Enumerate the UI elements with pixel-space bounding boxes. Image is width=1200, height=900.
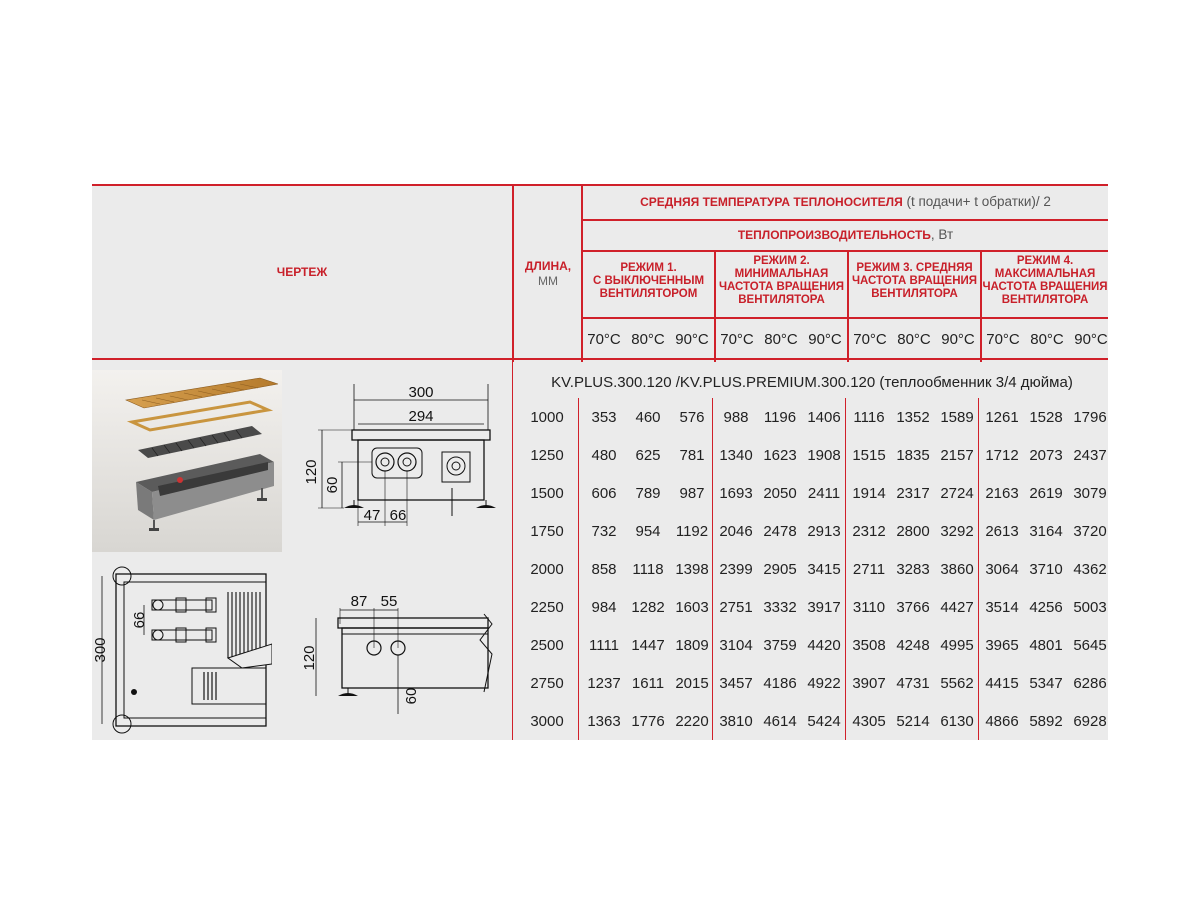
dim-inner-width: 294 bbox=[408, 408, 434, 425]
output-value-cell: 2073 bbox=[1029, 447, 1063, 464]
output-value-cell: 1515 bbox=[852, 447, 886, 464]
output-value-cell: 4866 bbox=[985, 713, 1019, 730]
output-value-cell: 5424 bbox=[807, 713, 841, 730]
avg-temp-header: СРЕДНЯЯ ТЕМПЕРАТУРА ТЕПЛОНОСИТЕЛЯ (t подачи+ t обратки)/ 2 bbox=[640, 194, 1051, 209]
length-cell: 2250 bbox=[530, 599, 564, 616]
output-value-cell: 2046 bbox=[719, 523, 753, 540]
output-value-cell: 5892 bbox=[1029, 713, 1063, 730]
output-value-cell: 2312 bbox=[852, 523, 886, 540]
output-value-cell: 2613 bbox=[985, 523, 1019, 540]
temp-label: 80°C bbox=[631, 331, 665, 348]
output-value-cell: 1363 bbox=[587, 713, 621, 730]
output-value-cell: 3164 bbox=[1029, 523, 1063, 540]
length-header: ДЛИНА, ММ bbox=[524, 259, 572, 288]
output-value-cell: 4305 bbox=[852, 713, 886, 730]
output-value-cell: 3766 bbox=[896, 599, 930, 616]
output-value-cell: 1776 bbox=[631, 713, 665, 730]
length-cell: 1500 bbox=[530, 485, 564, 502]
temp-label: 80°C bbox=[764, 331, 798, 348]
temp-label: 80°C bbox=[1030, 331, 1064, 348]
output-value-cell: 3810 bbox=[719, 713, 753, 730]
dim-side-height: 120 bbox=[301, 645, 318, 671]
output-value-cell: 2913 bbox=[807, 523, 841, 540]
product-3d-illustration bbox=[92, 370, 282, 552]
output-value-cell: 3104 bbox=[719, 637, 753, 654]
plan-view-drawing bbox=[92, 564, 272, 740]
output-value-cell: 6130 bbox=[940, 713, 974, 730]
output-value-cell: 4801 bbox=[1029, 637, 1063, 654]
output-value-cell: 1111 bbox=[588, 637, 620, 654]
output-value-cell: 1118 bbox=[632, 561, 664, 578]
output-value-cell: 1589 bbox=[940, 409, 974, 426]
output-value-cell: 2317 bbox=[896, 485, 930, 502]
output-value-cell: 480 bbox=[591, 447, 617, 464]
output-value-cell: 988 bbox=[723, 409, 749, 426]
temp-label: 90°C bbox=[1074, 331, 1108, 348]
output-value-cell: 5214 bbox=[896, 713, 930, 730]
output-value-cell: 4427 bbox=[940, 599, 974, 616]
output-value-cell: 4614 bbox=[763, 713, 797, 730]
dim-side-b: 55 bbox=[380, 593, 398, 610]
output-value-cell: 4922 bbox=[807, 675, 841, 692]
dim-pipe-offset-a: 47 bbox=[363, 507, 381, 524]
length-cell: 1750 bbox=[530, 523, 564, 540]
output-value-cell: 987 bbox=[679, 485, 705, 502]
output-value-cell: 1603 bbox=[675, 599, 709, 616]
output-value-cell: 858 bbox=[591, 561, 617, 578]
output-value-cell: 460 bbox=[635, 409, 661, 426]
output-value-cell: 3332 bbox=[763, 599, 797, 616]
output-value-cell: 3710 bbox=[1029, 561, 1063, 578]
length-cell: 2500 bbox=[530, 637, 564, 654]
output-value-cell: 1340 bbox=[719, 447, 753, 464]
spec-sheet bbox=[92, 184, 1108, 740]
output-value-cell: 3079 bbox=[1073, 485, 1107, 502]
temp-label: 90°C bbox=[808, 331, 842, 348]
output-value-cell: 3292 bbox=[940, 523, 974, 540]
output-value-cell: 2905 bbox=[763, 561, 797, 578]
output-value-cell: 3907 bbox=[852, 675, 886, 692]
output-value-cell: 1116 bbox=[853, 409, 885, 426]
output-value-cell: 4362 bbox=[1073, 561, 1107, 578]
output-value-cell: 1192 bbox=[675, 523, 709, 540]
output-value-cell: 2800 bbox=[896, 523, 930, 540]
output-value-cell: 1796 bbox=[1073, 409, 1107, 426]
output-value-cell: 6286 bbox=[1073, 675, 1107, 692]
mode-2-header: РЕЖИМ 2. МИНИМАЛЬНАЯ ЧАСТОТА ВРАЩЕНИЯ ВЕНТИЛЯТОРА bbox=[718, 255, 845, 306]
output-value-cell: 3457 bbox=[719, 675, 753, 692]
cross-section-drawing bbox=[292, 380, 502, 540]
output-value-cell: 3514 bbox=[985, 599, 1019, 616]
output-value-cell: 1914 bbox=[852, 485, 886, 502]
output-value-cell: 2724 bbox=[940, 485, 974, 502]
output-value-cell: 4186 bbox=[763, 675, 797, 692]
output-value-cell: 1809 bbox=[675, 637, 709, 654]
length-cell: 2750 bbox=[530, 675, 564, 692]
output-value-cell: 1196 bbox=[763, 409, 797, 426]
output-value-cell: 1528 bbox=[1029, 409, 1063, 426]
output-value-cell: 1406 bbox=[807, 409, 841, 426]
output-value-cell: 1908 bbox=[807, 447, 841, 464]
output-value-cell: 4415 bbox=[985, 675, 1019, 692]
dim-height: 120 bbox=[303, 459, 320, 485]
output-value-cell: 1447 bbox=[631, 637, 665, 654]
drawing-header: ЧЕРТЕЖ bbox=[276, 265, 328, 279]
output-value-cell: 2411 bbox=[807, 485, 841, 502]
output-header: ТЕПЛОПРОИЗВОДИТЕЛЬНОСТЬ, Вт bbox=[737, 227, 954, 242]
output-value-cell: 2399 bbox=[719, 561, 753, 578]
dim-side-pipe-height: 60 bbox=[403, 687, 420, 705]
output-value-cell: 4256 bbox=[1029, 599, 1063, 616]
dim-plan-width: 300 bbox=[92, 637, 109, 663]
temp-label: 90°C bbox=[941, 331, 975, 348]
output-value-cell: 2015 bbox=[675, 675, 709, 692]
output-value-cell: 984 bbox=[591, 599, 617, 616]
temp-label: 80°C bbox=[897, 331, 931, 348]
output-value-cell: 1611 bbox=[631, 675, 665, 692]
output-value-cell: 3720 bbox=[1073, 523, 1107, 540]
output-value-cell: 2751 bbox=[719, 599, 753, 616]
output-value-cell: 576 bbox=[679, 409, 705, 426]
side-view-drawing bbox=[292, 584, 502, 724]
output-value-cell: 6928 bbox=[1073, 713, 1107, 730]
length-cell: 1000 bbox=[530, 409, 564, 426]
output-value-cell: 3110 bbox=[852, 599, 886, 616]
output-value-cell: 2220 bbox=[675, 713, 709, 730]
output-value-cell: 2157 bbox=[940, 447, 974, 464]
output-value-cell: 3064 bbox=[985, 561, 1019, 578]
temp-label: 70°C bbox=[986, 331, 1020, 348]
output-value-cell: 1712 bbox=[985, 447, 1019, 464]
output-value-cell: 1398 bbox=[675, 561, 709, 578]
output-value-cell: 2163 bbox=[985, 485, 1019, 502]
output-value-cell: 3283 bbox=[896, 561, 930, 578]
mode-3-header: РЕЖИМ 3. СРЕДНЯЯ ЧАСТОТА ВРАЩЕНИЯ ВЕНТИЛЯТОРА bbox=[851, 262, 978, 300]
dim-pipe-offset-b: 66 bbox=[389, 507, 407, 524]
output-value-cell: 789 bbox=[635, 485, 661, 502]
output-value-cell: 954 bbox=[635, 523, 661, 540]
model-title: KV.PLUS.300.120 /KV.PLUS.PREMIUM.300.120 (теплообменник 3/4 дюйма) bbox=[551, 374, 1073, 391]
output-value-cell: 1237 bbox=[587, 675, 621, 692]
output-value-cell: 3759 bbox=[763, 637, 797, 654]
output-value-cell: 2478 bbox=[763, 523, 797, 540]
temp-label: 70°C bbox=[853, 331, 887, 348]
output-value-cell: 4731 bbox=[896, 675, 930, 692]
output-value-cell: 5562 bbox=[940, 675, 974, 692]
output-value-cell: 3508 bbox=[852, 637, 886, 654]
temp-label: 70°C bbox=[720, 331, 754, 348]
dim-plan-pipe-gap: 66 bbox=[131, 611, 148, 629]
mode-1-header: РЕЖИМ 1. С ВЫКЛЮЧЕННЫМ ВЕНТИЛЯТОРОМ bbox=[592, 262, 705, 300]
dim-pipe-height: 60 bbox=[324, 476, 341, 494]
output-value-cell: 1693 bbox=[719, 485, 753, 502]
temp-label: 70°C bbox=[587, 331, 621, 348]
mode-4-header: РЕЖИМ 4. МАКСИМАЛЬНАЯ ЧАСТОТА ВРАЩЕНИЯ ВЕНТИЛЯТОРА bbox=[982, 255, 1108, 306]
output-value-cell: 3965 bbox=[985, 637, 1019, 654]
length-cell: 1250 bbox=[530, 447, 564, 464]
output-value-cell: 4248 bbox=[896, 637, 930, 654]
output-value-cell: 1623 bbox=[763, 447, 797, 464]
output-value-cell: 625 bbox=[635, 447, 661, 464]
length-cell: 3000 bbox=[530, 713, 564, 730]
output-value-cell: 4420 bbox=[807, 637, 841, 654]
output-value-cell: 1352 bbox=[896, 409, 930, 426]
output-value-cell: 1835 bbox=[896, 447, 930, 464]
output-value-cell: 5645 bbox=[1073, 637, 1107, 654]
dim-side-a: 87 bbox=[350, 593, 368, 610]
output-value-cell: 781 bbox=[679, 447, 705, 464]
output-value-cell: 606 bbox=[591, 485, 617, 502]
output-value-cell: 732 bbox=[591, 523, 617, 540]
output-value-cell: 353 bbox=[591, 409, 617, 426]
output-value-cell: 1282 bbox=[631, 599, 665, 616]
output-value-cell: 2711 bbox=[852, 561, 886, 578]
output-value-cell: 5003 bbox=[1073, 599, 1107, 616]
output-value-cell: 3917 bbox=[807, 599, 841, 616]
output-value-cell: 2437 bbox=[1073, 447, 1107, 464]
dim-outer-width: 300 bbox=[408, 384, 434, 401]
output-value-cell: 3415 bbox=[807, 561, 841, 578]
output-value-cell: 4995 bbox=[940, 637, 974, 654]
output-value-cell: 3860 bbox=[940, 561, 974, 578]
temp-label: 90°C bbox=[675, 331, 709, 348]
length-cell: 2000 bbox=[530, 561, 564, 578]
output-value-cell: 2050 bbox=[763, 485, 797, 502]
output-value-cell: 1261 bbox=[985, 409, 1019, 426]
output-value-cell: 2619 bbox=[1029, 485, 1063, 502]
output-value-cell: 5347 bbox=[1029, 675, 1063, 692]
